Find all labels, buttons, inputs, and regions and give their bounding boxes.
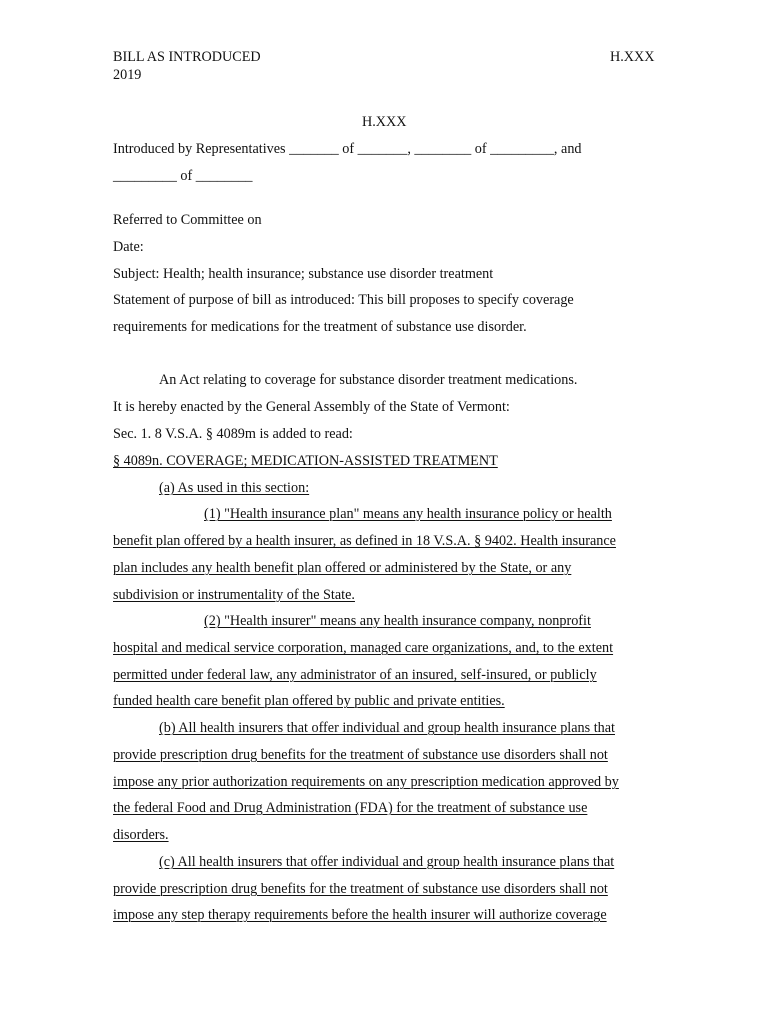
subsection-b-line-5: disorders. <box>113 827 169 843</box>
subsection-c-line-3: impose any step therapy requirements before the health insurer will authorize coverage <box>113 907 607 923</box>
statement-line-1: Statement of purpose of bill as introduced: This bill proposes to specify coverage <box>113 292 574 308</box>
section-1-intro: Sec. 1. 8 V.S.A. § 4089m is added to read: <box>113 426 353 442</box>
bill-status: BILL AS INTRODUCED <box>113 49 261 65</box>
subsection-b-line-4: the federal Food and Drug Administration (FDA) for the treatment of substance use <box>113 800 588 816</box>
definition-1-line-2: benefit plan offered by a health insurer, as defined in 18 V.S.A. § 9402. Health insurance <box>113 533 616 549</box>
definition-1-line-1: (1) "Health insurance plan" means any health insurance policy or health <box>204 506 612 522</box>
date-line: Date: <box>113 239 144 255</box>
definition-1-line-4: subdivision or instrumentality of the State. <box>113 587 355 603</box>
subsection-a: (a) As used in this section: <box>159 480 310 496</box>
subsection-b-line-1: (b) All health insurers that offer individual and group health insurance plans that <box>159 720 615 736</box>
introduced-by-line-1: Introduced by Representatives _______ of _______, ________ of _________, and <box>113 141 582 157</box>
bill-title: H.XXX <box>362 114 407 130</box>
subsection-c-line-2: provide prescription drug benefits for the treatment of substance use disorders shall not <box>113 881 608 897</box>
subsection-b-line-3: impose any prior authorization requirements on any prescription medication approved by <box>113 774 619 790</box>
header-bill-number: H.XXX <box>610 49 655 65</box>
referred-to-committee: Referred to Committee on <box>113 212 262 228</box>
enacting-clause: It is hereby enacted by the General Assembly of the State of Vermont: <box>113 399 510 415</box>
act-title: An Act relating to coverage for substance disorder treatment medications. <box>159 372 578 388</box>
definition-2-line-1: (2) "Health insurer" means any health insurance company, nonprofit <box>204 613 591 629</box>
definition-1-line-3: plan includes any health benefit plan offered or administered by the State, or any <box>113 560 572 576</box>
bill-year: 2019 <box>113 67 142 83</box>
definition-2-line-2: hospital and medical service corporation, managed care organizations, and, to the extent <box>113 640 614 656</box>
statement-line-2: requirements for medications for the treatment of substance use disorder. <box>113 319 527 335</box>
definition-2-line-3: permitted under federal law, any administrator of an insured, self-insured, or publicly <box>113 667 597 683</box>
introduced-by-line-2: _________ of ________ <box>113 168 253 184</box>
section-heading: § 4089n. COVERAGE; MEDICATION-ASSISTED TREATMENT <box>113 453 498 469</box>
definition-2-line-4: funded health care benefit plan offered by public and private entities. <box>113 693 505 709</box>
subsection-c-line-1: (c) All health insurers that offer individual and group health insurance plans that <box>159 854 615 870</box>
subject-line: Subject: Health; health insurance; substance use disorder treatment <box>113 266 494 282</box>
subsection-b-line-2: provide prescription drug benefits for the treatment of substance use disorders shall not <box>113 747 608 763</box>
